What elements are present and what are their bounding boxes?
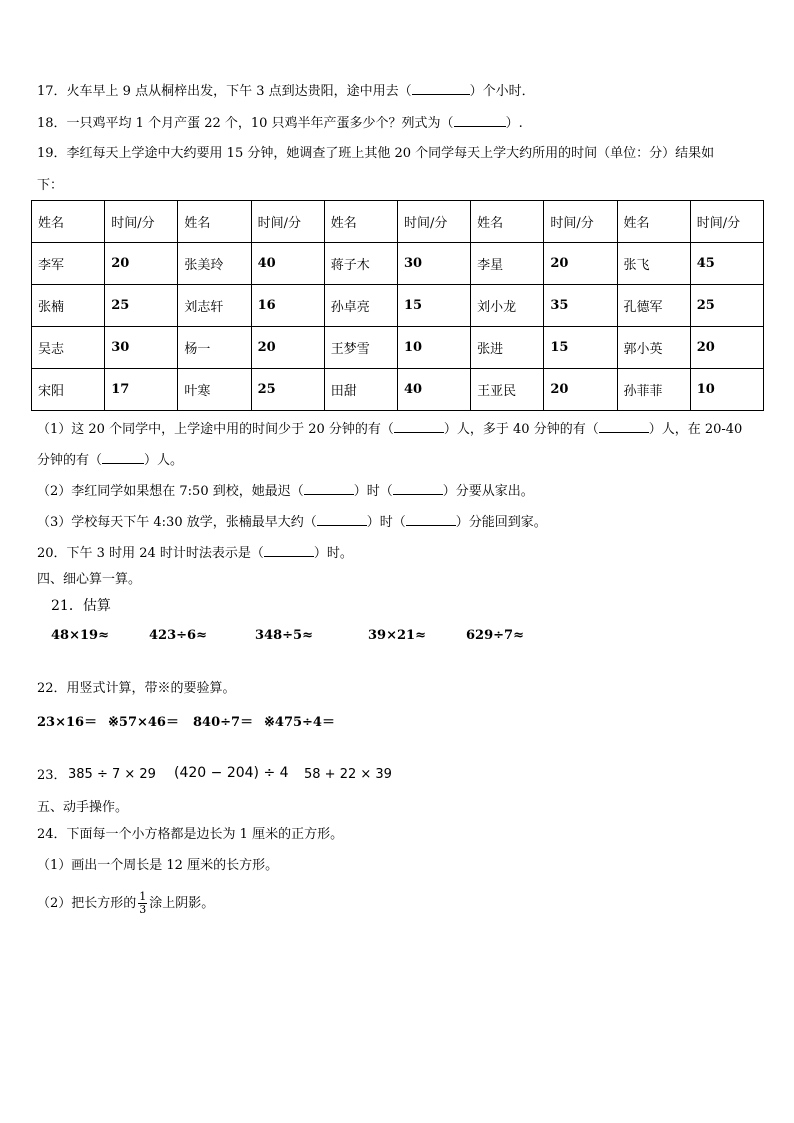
table-row [32,285,764,327]
student-name-cell: 孙菲菲 [617,369,690,411]
table-header-cell: 时间/分 [544,201,617,243]
q24-sub2-text-a: （2）把长方形的 [37,896,137,911]
table-header-cell: 姓名 [324,201,397,243]
table-header-row [32,201,764,243]
q17-text: 17．火车早上 9 点从桐梓出发，下午 3 点到达贵阳，途中用去（ [37,84,412,99]
fraction-denominator: 3 [139,903,147,916]
q19-sub3-blank-hour[interactable] [317,513,367,526]
time-cell: 20 [544,369,617,411]
student-name-cell: 王亚民 [471,369,544,411]
time-cell: 45 [690,243,763,285]
q19-sub1-blank-3[interactable] [102,451,144,464]
mixed-calc-item: 58 + 22 × 39 [304,767,392,782]
table-row [32,327,764,369]
student-name-cell: 王梦雪 [324,327,397,369]
student-name-cell: 郭小英 [617,327,690,369]
table-row [32,243,764,285]
q21-title: 21．估算 [51,598,111,614]
q17-suffix: ）个小时． [469,84,535,99]
q23-label: 23． [37,768,67,783]
student-name-cell: 孙卓亮 [324,285,397,327]
q19-sub1-text-b: ）人，多于 40 分钟的有（ [443,422,599,437]
time-cell: 25 [690,285,763,327]
q19-sub1-blank-1[interactable] [394,420,444,433]
student-name-cell: 张美玲 [178,243,251,285]
time-cell: 30 [105,327,178,369]
time-cell: 30 [397,243,470,285]
time-cell: 20 [251,327,324,369]
q20-answer-blank[interactable] [264,544,314,557]
fraction-numerator: 1 [139,890,147,903]
q19-sub3-text-c: ）分能回到家。 [455,515,547,530]
table-header-cell: 时间/分 [105,201,178,243]
question-18 [37,114,523,133]
q17-answer-blank[interactable] [412,82,470,95]
question-20 [37,544,353,563]
table-header-cell: 姓名 [178,201,251,243]
q19-sub1-text-d: 分钟的有（ [37,453,103,468]
q19-sub2-blank-minute[interactable] [393,482,443,495]
time-cell: 25 [105,285,178,327]
q19-sub1-blank-2[interactable] [599,420,649,433]
student-name-cell: 蒋子木 [324,243,397,285]
table-header-cell: 姓名 [617,201,690,243]
q24-sub2 [37,891,214,916]
q19-sub3-text-a: （3）学校每天下午 4:30 放学，张楠最早大约（ [37,515,317,530]
q19-sub1-line1 [37,420,742,439]
commute-time-table [31,200,764,411]
table-header-cell: 时间/分 [690,201,763,243]
student-name-cell: 张飞 [617,243,690,285]
student-name-cell: 孔德军 [617,285,690,327]
vertical-calc-item: ※57×46＝ [108,715,179,730]
q18-text: 18．一只鸡平均 1 个月产蛋 22 个，10 只鸡半年产蛋多少个？列式为（ [37,116,454,131]
fraction-one-third [138,891,147,916]
estimate-item: 39×21≈ [368,628,426,643]
time-cell: 17 [105,369,178,411]
student-name-cell: 李军 [32,243,105,285]
q19-sub2-text-c: ）分要从家出。 [442,484,534,499]
student-name-cell: 张进 [471,327,544,369]
estimate-item: 629÷7≈ [466,628,524,643]
table-row [32,369,764,411]
table-header-cell: 时间/分 [251,201,324,243]
student-name-cell: 叶寒 [178,369,251,411]
student-name-cell: 田甜 [324,369,397,411]
student-name-cell: 吴志 [32,327,105,369]
mixed-calc-item: (420 − 204) ÷ 4 [174,765,289,781]
q22-title: 22．用竖式计算，带※的要验算。 [37,681,236,696]
q19-sub2-text-a: （2）李红同学如果想在 7:50 到校，她最迟（ [37,484,304,499]
q19-sub3 [37,513,547,532]
estimate-item: 423÷6≈ [149,628,207,643]
vertical-calc-item: 840÷7＝ [193,715,254,730]
time-cell: 16 [251,285,324,327]
student-name-cell: 宋阳 [32,369,105,411]
q24-sub2-text-b: 涂上阴影。 [149,896,215,911]
time-cell: 35 [544,285,617,327]
q19-sub1-line2 [37,451,183,470]
student-name-cell: 李星 [471,243,544,285]
time-cell: 20 [690,327,763,369]
time-cell: 15 [544,327,617,369]
table-header-cell: 时间/分 [397,201,470,243]
student-name-cell: 刘小龙 [471,285,544,327]
q19-sub1-text-c: ）人，在 20-40 [648,422,743,437]
time-cell: 15 [397,285,470,327]
q20-suffix: ）时。 [313,546,353,561]
q20-text: 20．下午 3 时用 24 时计时法表示是（ [37,546,264,561]
time-cell: 40 [251,243,324,285]
mixed-calc-item: 385 ÷ 7 × 29 [68,767,156,782]
time-cell: 10 [397,327,470,369]
time-cell: 10 [690,369,763,411]
q24-title: 24．下面每一个小方格都是边长为 1 厘米的正方形。 [37,827,344,842]
student-name-cell: 张楠 [32,285,105,327]
q19-sub3-blank-minute[interactable] [406,513,456,526]
q19-sub1-text-a: （1）这 20 个同学中，上学途中用的时间少于 20 分钟的有（ [37,422,394,437]
q19-sub1-text-e: ）人。 [144,453,184,468]
q19-sub2-blank-hour[interactable] [304,482,354,495]
student-name-cell: 刘志轩 [178,285,251,327]
q19-intro-line2: 下： [37,178,64,193]
section-5-heading: 五、动手操作。 [37,800,129,815]
time-cell: 20 [105,243,178,285]
q18-answer-blank[interactable] [454,114,506,127]
student-name-cell: 杨一 [178,327,251,369]
q19-sub2 [37,482,534,501]
time-cell: 40 [397,369,470,411]
estimate-item: 348÷5≈ [255,628,313,643]
table-header-cell: 姓名 [471,201,544,243]
time-cell: 25 [251,369,324,411]
q19-sub3-text-b: ）时（ [366,515,406,530]
table-header-cell: 姓名 [32,201,105,243]
estimate-item: 48×19≈ [51,628,109,643]
q19-sub2-text-b: ）时（ [353,484,393,499]
q19-intro-line1: 19．李红每天上学途中大约要用 15 分钟，她调查了班上其他 20 个同学每天上学大约所用的时间（单位：分）结果如 [37,146,715,161]
vertical-calc-item: 23×16＝ [37,715,98,730]
vertical-calc-item: ※475÷4＝ [264,715,335,730]
question-17 [37,82,535,101]
section-4-heading: 四、细心算一算。 [37,572,142,587]
q24-sub1: （1）画出一个周长是 12 厘米的长方形。 [37,858,279,873]
q18-suffix: ）. [505,116,523,131]
time-cell: 20 [544,243,617,285]
